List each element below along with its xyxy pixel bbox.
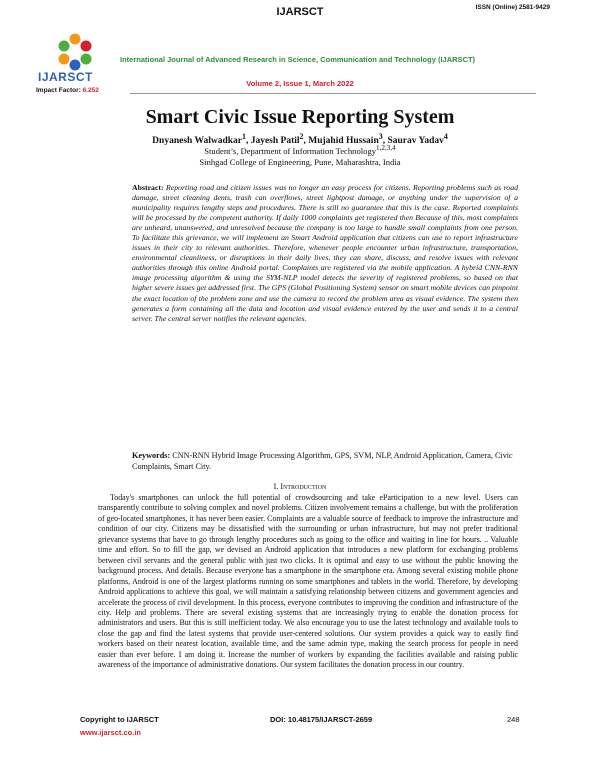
abstract-text: Reporting road and citizen issues was no longer an easy process for citizens. Reporting problems such as road damage, street cleaning dents, trash can overflows, street lightpost damage, or anything under the supervision of a municipality requires lengthy steps and procedures. There is still no guarantee that this is the case. Reported complaints will be processed by the competent authority. If daily 1000 complaints get registered then Because of this, most complaints are unheard, unanswered, and unresolved because the company is too large to handle small complaints from one person. To facilitate this grievance, we will implement an Smart Android application that citizens can use to report infrastructure issues in their city to relevant authorities. Therefore, whenever people encounter urban infrastructure, transportation, environmental cleanliness, or disruptions in their daily lives, they can share, discuss, and resolve issues with relevant authorities through this online Android portal. Complaints are registered via the mobile application. A hybrid CNN-RNN image processing algorithm & using the SYM-NLP model detects the severity of registered problems, so based on that higher severe issues get addressed first. The GPS (Global Positioning System) sensor on smart mobile devices can pinpoint the exact location of the problem zone and use the camera to record the problem area as visual evidence. The system then generates a form containing all the data and location and visual evidence entered by the user and sends it to a central server. The central server notifies the relevant agencies. xyxy=(132,183,519,323)
impact-factor-value: 6.252 xyxy=(82,87,99,94)
author-affiliation-mark: 1 xyxy=(242,132,246,141)
keywords-text: CNN-RNN Hybrid Image Processing Algorithm, GPS, SVM, NLP, Android Application, Camera, Civic Complaints, Smart City. xyxy=(132,451,513,471)
author-separator: , xyxy=(245,136,251,147)
college: Sinhgad College of Engineering, Pune, Maharashtra, India xyxy=(199,157,401,167)
department-affiliation-marks: 1,2,3,4 xyxy=(376,144,396,152)
volume-issue: Volume 2, Issue 1, March 2022 xyxy=(246,79,354,88)
author-affiliation-mark: 4 xyxy=(443,132,448,141)
author-name: Saurav Yadav xyxy=(387,136,444,147)
doi: DOI: 10.48175/IJARSCT-2659 xyxy=(270,715,373,724)
introduction-body xyxy=(98,493,518,671)
author-affiliation-mark: 2 xyxy=(299,132,304,141)
author-name: Mujahid Hussain xyxy=(308,136,379,147)
page-number: 248 xyxy=(507,715,520,724)
journal-full-name: International Journal of Advanced Research in Science, Communication and Technology (IJARSCT) xyxy=(120,55,476,64)
journal-short-name: IJARSCT xyxy=(276,6,324,18)
issn: ISSN (Online) 2581-9429 xyxy=(475,4,550,11)
section-heading xyxy=(0,482,600,491)
impact-factor-label: Impact Factor: xyxy=(36,87,83,94)
keywords xyxy=(132,450,528,472)
logo-petal-3 xyxy=(81,54,92,65)
department-text: Student’s, Department of Information Technology xyxy=(204,145,377,156)
keywords-label: Keywords: xyxy=(132,451,171,460)
author-separator: , xyxy=(303,136,309,147)
header-rule xyxy=(130,93,536,94)
paper-title: Smart Civic Issue Reporting System xyxy=(145,106,455,128)
author-name: Dnyanesh Walwadkar xyxy=(152,136,243,147)
logo-petal-4 xyxy=(70,60,81,71)
copyright: Copyright to IJARSCT xyxy=(80,715,159,724)
logo-petal-6 xyxy=(59,41,70,52)
author-name: Jayesh Patil xyxy=(250,136,300,147)
impact-factor xyxy=(36,87,99,94)
abstract xyxy=(132,183,518,324)
logo-text: IJARSCT xyxy=(38,70,93,84)
author-separator: , xyxy=(382,136,388,147)
website-link[interactable]: www.ijarsct.co.in xyxy=(80,728,141,737)
logo-petal-2 xyxy=(81,41,92,52)
section-number: I. xyxy=(273,482,281,491)
logo-petal-1 xyxy=(70,34,81,45)
department xyxy=(0,144,600,156)
logo-center xyxy=(70,47,80,57)
section-title: Introduction xyxy=(280,482,327,491)
intro-paragraph: Today's smartphones can unlock the full potential of crowdsourcing and take eParticipation to a new level. Users can transparently contribute to solving complex and novel problems. Citizen involvement remains a challenge, but with the proliferation of geo-located smartphones, it has never been easier. Complaints are a valuable source of feedback to improve the infrastructure and condition of our city. Citizens may be dissatisfied with the surrounding or urban infrastructure, but may not prefer traditional grievance systems that have to go through lengthy procedures such as going to the office and waiting in line for hours. .. Valuable time and effort. So to fill the gap, we devised an Android application that introduces a new platform for exchanging problems between civil servants and the general public with just two clicks. It is optimal and easy to use without the public knowing the background process. And details. Because everyone has a smartphone in the smartphone era. Among several existing mobile phone platforms, Android is one of the largest platforms running on some smartphones and tablets in the world. Therefore, by developing Android applications to achieve this goal, we will maintain a satisfying relationship between citizens and government agencies and accelerate the process of civil development. In this process, everyone contributes to improving the condition and infrastructure of the city. Help and problems. There are several existing systems that are increasingly trying to enable the donation process for administrators and users. But this is still inefficient today. We also encourage you to use the latest technology and available tools to close the gap and find the latest systems that provide user-centered solutions. Our system provides a quick way to easily find workers based on their nearest location, available time, and the same admin type, making the search process for people in need easier than ever before. I am doing it. Increase the number of workers by expanding the facilities available and raising public awareness of the importance of administrative donations. Our system facilitates the donation process in our country. xyxy=(98,493,518,670)
author-affiliation-mark: 3 xyxy=(378,132,383,141)
abstract-label: Abstract: xyxy=(132,183,164,192)
logo-petal-5 xyxy=(59,54,70,65)
